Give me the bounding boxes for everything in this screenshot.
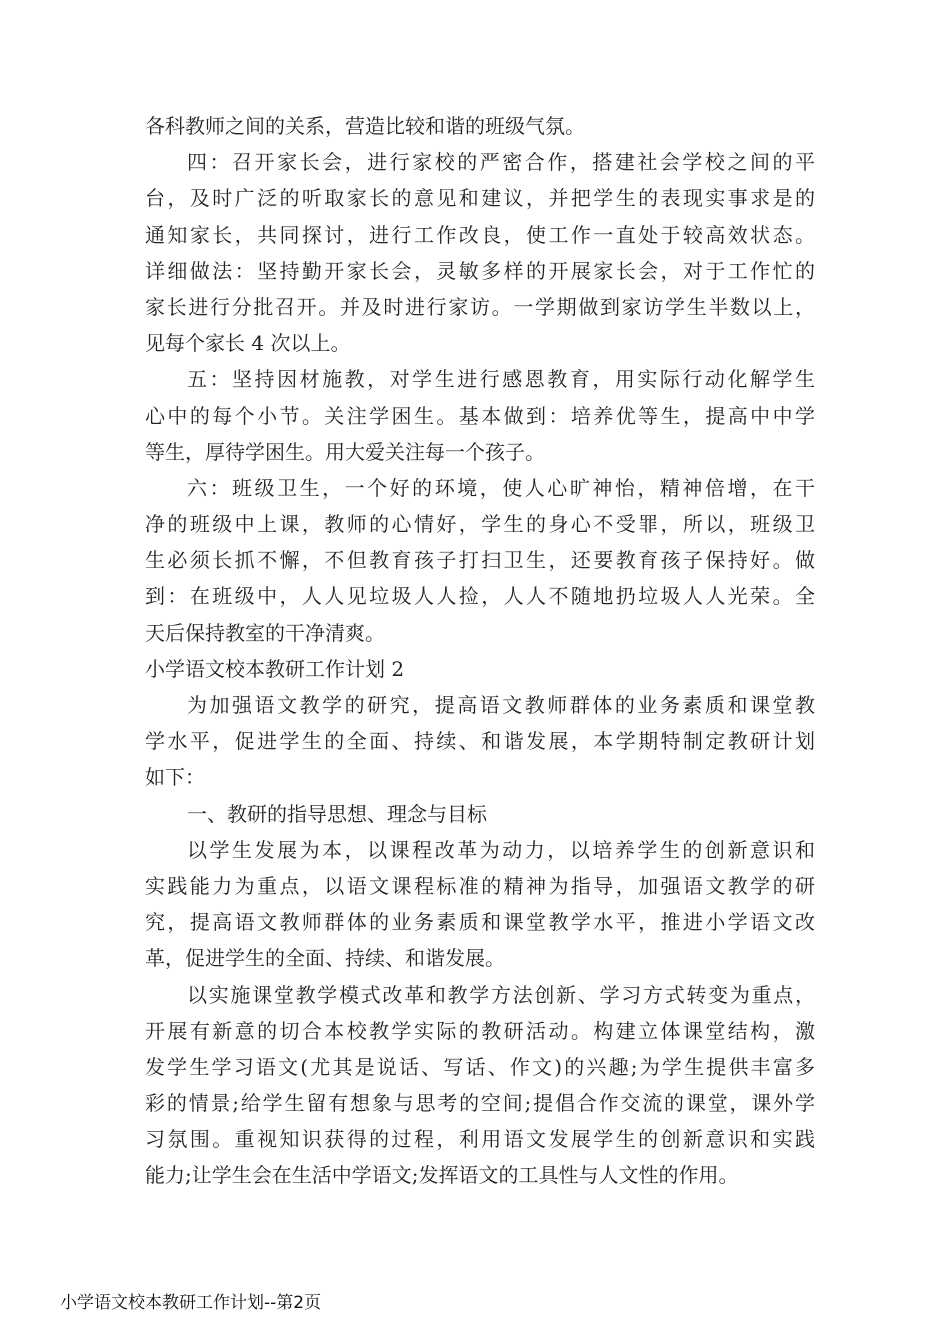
text-line: 实践能力为重点，以语文课程标准的精神为指导，加强语文教学的研: [145, 873, 815, 898]
text-line: 彩的情景;给学生留有想象与思考的空间;提倡合作交流的课堂，课外学: [145, 1091, 815, 1116]
text-line: 能力;让学生会在生活中学语文;发挥语文的工具性与人文性的作用。: [145, 1163, 739, 1188]
document-body: [145, 108, 815, 1194]
text-line: 四：召开家长会，进行家校的严密合作，搭建社会学校之间的平: [187, 150, 815, 175]
text-line: 详细做法：坚持勤开家长会，灵敏多样的开展家长会，对于工作忙的: [145, 258, 815, 283]
text-line: 见每个家长 4 次以上。: [145, 331, 351, 356]
text-line: 等生，厚待学困生。用大爱关注每一个孩子。: [145, 439, 545, 464]
text-line: 天后保持教室的干净清爽。: [145, 620, 385, 645]
page-footer: 小学语文校本教研工作计划--第2页: [60, 1293, 322, 1313]
text-line: 如下：: [145, 765, 205, 790]
text-line: 以实施课堂教学模式改革和教学方法创新、学习方式转变为重点，: [187, 982, 815, 1007]
text-line: 为加强语文教学的研究，提高语文教师群体的业务素质和课堂教: [187, 693, 815, 717]
text-line: 学水平，促进学生的全面、持续、和谐发展，本学期特制定教研计划: [145, 729, 815, 754]
text-line: 以学生发展为本，以课程改革为动力，以培养学生的创新意识和: [187, 837, 815, 862]
text-line: 六：班级卫生，一个好的环境，使人心旷神怡，精神倍增，在干: [187, 475, 815, 500]
text-line: 各科教师之间的关系，营造比较和谐的班级气氛。: [145, 114, 585, 138]
text-line: 开展有新意的切合本校教学实际的教研活动。构建立体课堂结构，激: [145, 1018, 815, 1043]
text-line: 革，促进学生的全面、持续、和谐发展。: [145, 946, 505, 971]
text-line: 心中的每个小节。关注学困生。基本做到：培养优等生，提高中中学: [145, 403, 815, 428]
text-line: 生必须长抓不懈，不但教育孩子打扫卫生，还要教育孩子保持好。做: [145, 548, 815, 573]
text-line: 到：在班级中，人人见垃圾人人捡，人人不随地扔垃圾人人光荣。全: [145, 584, 815, 609]
text-line: 净的班级中上课，教师的心情好，学生的身心不受罪，所以，班级卫: [145, 512, 815, 537]
text-line: 发学生学习语文(尤其是说话、写话、作文)的兴趣;为学生提供丰富多: [145, 1054, 815, 1079]
text-line: 一、教研的指导思想、理念与目标: [187, 801, 487, 826]
text-line: 通知家长，共同探讨，进行工作改良，使工作一直处于较高效状态。: [145, 222, 815, 247]
text-line: 五：坚持因材施教，对学生进行感恩教育，用实际行动化解学生: [187, 367, 815, 392]
text-line: 究，提高语文教师群体的业务素质和课堂教学水平，推进小学语文改: [145, 910, 815, 935]
text-line: 习氛围。重视知识获得的过程，利用语文发展学生的创新意识和实践: [145, 1127, 815, 1152]
text-line: 小学语文校本教研工作计划 2: [145, 656, 405, 681]
text-line: 台，及时广泛的听取家长的意见和建议，并把学生的表现实事求是的: [145, 186, 815, 211]
text-line: 家长进行分批召开。并及时进行家访。一学期做到家访学生半数以上，: [145, 294, 815, 319]
